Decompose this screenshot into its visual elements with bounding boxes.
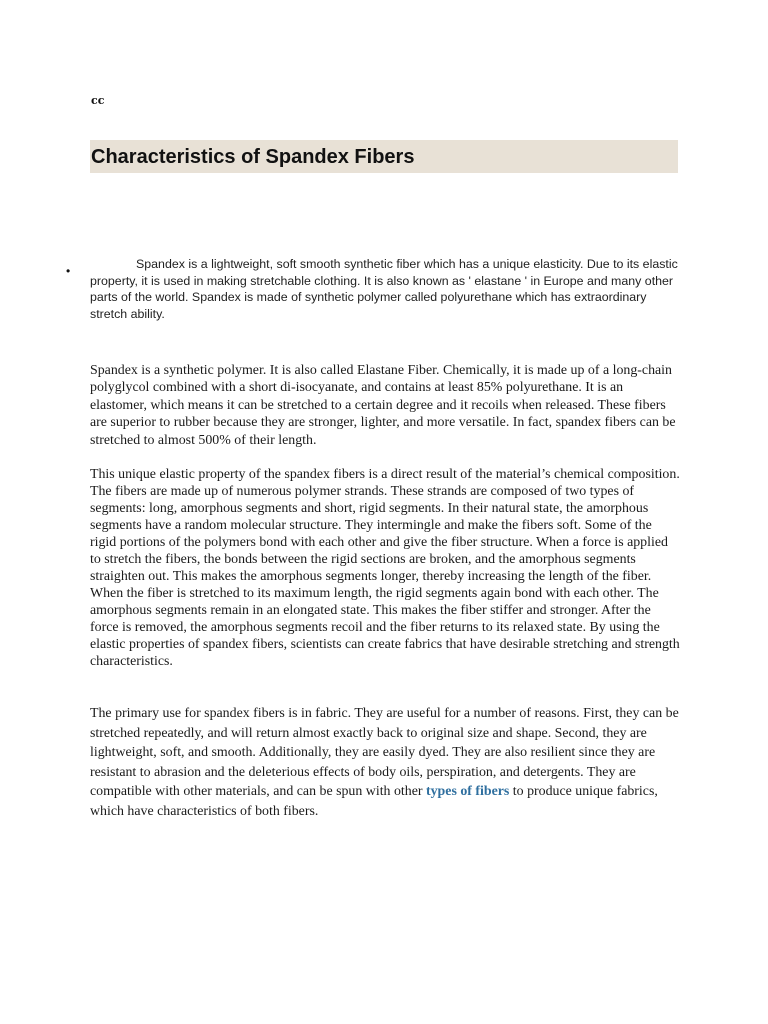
body-paragraph-3 — [90, 704, 680, 822]
types-of-fibers-link[interactable]: types of fibers — [425, 784, 510, 800]
body-paragraph-2: This unique elastic property of the spandex fibers is a direct result of the material’s chemical composition. The fibers are made up of numerous polymer strands. These strands are composed of two types of segments: long, amorphous segments and short, rigid segments. In their natural state, the amorphous segments have a random molecular structure. They intermingle and make the fibers soft. Some of the rigid portions of the polymers bond with each other and give the fiber structure. When a force is applied to stretch the fibers, the bonds between the rigid sections are broken, and the amorphous segments straighten out. This makes the amorphous segments longer, thereby increasing the length of the fiber. When the fiber is stretched to its maximum length, the rigid segments again bond with each other. The amorphous segments remain in an elongated state. This makes the fiber stiffer and stronger. After the force is removed, the amorphous segments recoil and the fiber returns to its relaxed state. By using the elastic properties of spandex fibers, scientists can create fabrics that have desirable stretching and strength characteristics. — [90, 467, 680, 669]
paragraph-3-text-start: The primary use for spandex fibers is in fabric. They are useful for a number of reasons. First, they can be stretched repeatedly, and will return almost exactly back to original size and shape. Second, they are lightweight, soft, and smooth. Additionally, they are easily dyed. They are also resilient since they are resistant to abrasion and the deleterious effects of body oils, perspiration, and detergents. They are compatible with other materials, and can be spun with other — [90, 706, 679, 800]
title-banner — [90, 140, 678, 173]
page-title: Characteristics of Spandex Fibers — [91, 146, 415, 168]
bullet-marker: • — [66, 264, 71, 278]
body-paragraph-1: Spandex is a synthetic polymer. It is also called Elastane Fiber. Chemically, it is made up of a long-chain polyglycol combined with a short di-isocyanate, and contains at least 85% polyurethane. It is an elastomer, which means it can be stretched to a certain degree and it recoils when released. These fibers are superior to rubber because they are stronger, lighter, and more versatile. In fact, spandex fibers can be stretched to almost 500% of their length. — [90, 363, 676, 448]
header-mark: cc — [91, 94, 105, 107]
paragraph-3-text-end: to produce unique fabrics, which have characteristics of both fibers. — [90, 784, 658, 819]
bullet-paragraph: Spandex is a lightweight, soft smooth synthetic fiber which has a unique elasticity. Due to its elastic property, it is used in making stretchable clothing. It is also known as ' elastane ' in Europe and many other parts of the world. Spandex is made of synthetic polymer called polyurethane which has extraordinary stretch ability. — [90, 257, 678, 322]
